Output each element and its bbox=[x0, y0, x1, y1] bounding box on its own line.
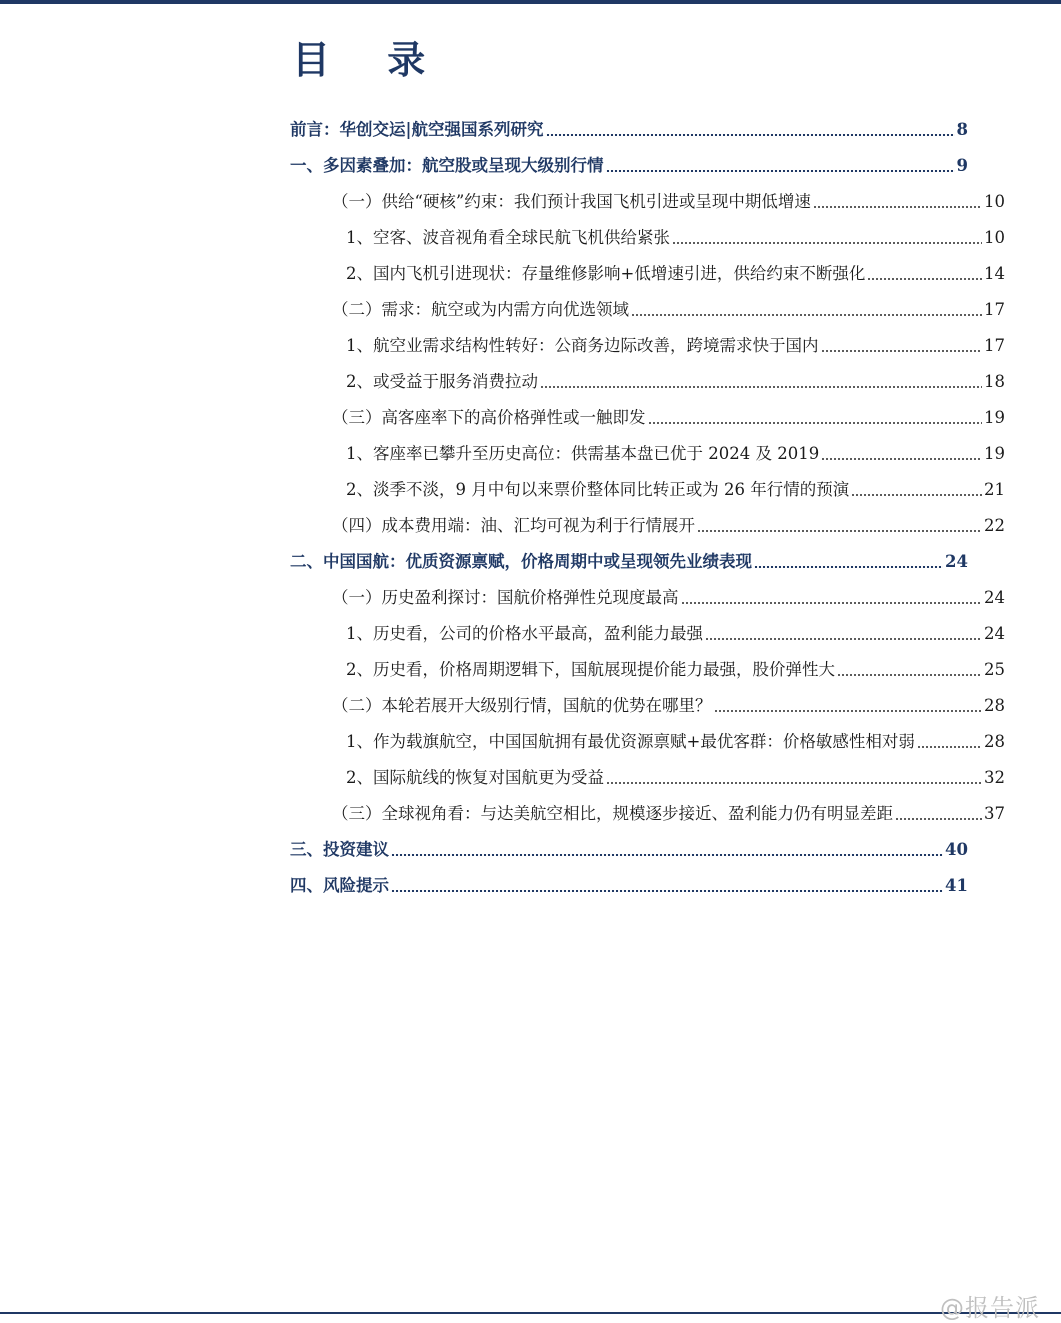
toc-page-number: 10 bbox=[984, 192, 1005, 211]
toc-entry-text: （二）本轮若展开大级别行情，国航的优势在哪里？ bbox=[332, 696, 712, 715]
toc-entry[interactable] bbox=[290, 148, 968, 184]
toc-page-number: 22 bbox=[984, 516, 1005, 535]
toc-entry[interactable] bbox=[290, 868, 968, 904]
toc-entry-text: （一）历史盈利探讨：国航价格弹性兑现度最高 bbox=[332, 588, 679, 607]
toc-page-number: 10 bbox=[984, 228, 1005, 247]
toc-dot-leader bbox=[540, 386, 982, 388]
toc-dot-leader bbox=[813, 206, 982, 208]
toc-dot-leader bbox=[754, 566, 943, 568]
toc-page-number: 17 bbox=[984, 336, 1005, 355]
toc-entry[interactable] bbox=[290, 112, 968, 148]
toc-entry-text: 三、投资建议 bbox=[290, 840, 389, 859]
toc-entry-text: 2、国内飞机引进现状：存量维修影响+低增速引进，供给约束不断强化 bbox=[346, 264, 866, 283]
toc-page-number: 41 bbox=[945, 876, 968, 895]
toc-dot-leader bbox=[606, 782, 982, 784]
toc-entry-text: （四）成本费用端：油、汇均可视为利于行情展开 bbox=[332, 516, 695, 535]
toc-entry[interactable] bbox=[346, 652, 1005, 688]
toc-entry[interactable] bbox=[332, 508, 1005, 544]
toc-page-number: 28 bbox=[984, 696, 1005, 715]
toc-page-number: 19 bbox=[984, 444, 1005, 463]
toc-entry[interactable] bbox=[290, 544, 968, 580]
toc-page-number: 14 bbox=[984, 264, 1005, 283]
toc-entry[interactable] bbox=[290, 832, 968, 868]
toc-entry-text: 一、多因素叠加：航空股或呈现大级别行情 bbox=[290, 156, 604, 175]
toc-dot-leader bbox=[606, 170, 955, 172]
toc-entry[interactable] bbox=[346, 328, 1005, 364]
toc-entry-text: （三）全球视角看：与达美航空相比，规模逐步接近、盈利能力仍有明显差距 bbox=[332, 804, 893, 823]
toc-dot-leader bbox=[837, 674, 982, 676]
toc-entry-text: 四、风险提示 bbox=[290, 876, 389, 895]
toc-page-number: 25 bbox=[984, 660, 1005, 679]
toc-page-number: 19 bbox=[984, 408, 1005, 427]
toc-page-number: 18 bbox=[984, 372, 1005, 391]
toc-entry[interactable] bbox=[346, 256, 1005, 292]
toc-entry[interactable] bbox=[332, 292, 1005, 328]
toc-dot-leader bbox=[821, 350, 983, 352]
toc-page-number: 40 bbox=[945, 840, 968, 859]
toc-entry[interactable] bbox=[346, 472, 1005, 508]
toc-dot-leader bbox=[672, 242, 982, 244]
toc-entry[interactable] bbox=[332, 580, 1005, 616]
toc-dot-leader bbox=[546, 134, 955, 136]
toc-dot-leader bbox=[631, 314, 982, 316]
toc-dot-leader bbox=[391, 890, 943, 892]
toc-entry-text: 二、中国国航：优质资源禀赋，价格周期中或呈现领先业绩表现 bbox=[290, 552, 752, 571]
toc-entry-text: 2、淡季不淡，9 月中旬以来票价整体同比转正或为 26 年行情的预演 bbox=[346, 480, 850, 499]
toc-dot-leader bbox=[705, 638, 982, 640]
toc-entry[interactable] bbox=[346, 724, 1005, 760]
toc-entry-text: 1、空客、波音视角看全球民航飞机供给紧张 bbox=[346, 228, 670, 247]
toc-entry-text: （三）高客座率下的高价格弹性或一触即发 bbox=[332, 408, 646, 427]
toc-entry-text: 1、客座率已攀升至历史高位：供需基本盘已优于 2024 及 2019 bbox=[346, 444, 820, 463]
toc-page-number: 28 bbox=[984, 732, 1005, 751]
toc-entry-text: 1、作为载旗航空，中国国航拥有最优资源禀赋+最优客群：价格敏感性相对弱 bbox=[346, 732, 915, 751]
toc-page-number: 37 bbox=[984, 804, 1005, 823]
toc-dot-leader bbox=[391, 854, 943, 856]
toc-entry[interactable] bbox=[332, 184, 1005, 220]
toc-entry[interactable] bbox=[346, 436, 1005, 472]
toc-entry-text: 1、历史看，公司的价格水平最高，盈利能力最强 bbox=[346, 624, 703, 643]
toc-entry-text: 2、国际航线的恢复对国航更为受益 bbox=[346, 768, 604, 787]
toc-page-number: 17 bbox=[984, 300, 1005, 319]
toc-entry-text: 2、历史看，价格周期逻辑下，国航展现提价能力最强，股价弹性大 bbox=[346, 660, 835, 679]
toc-title: 目 录 bbox=[292, 37, 448, 82]
toc-entry[interactable] bbox=[332, 796, 1005, 832]
toc-entry[interactable] bbox=[346, 616, 1005, 652]
toc-entry-text: 前言：华创交运|航空强国系列研究 bbox=[290, 120, 544, 139]
toc-entry[interactable] bbox=[346, 220, 1005, 256]
toc-dot-leader bbox=[821, 458, 982, 460]
toc-page-number: 21 bbox=[984, 480, 1005, 499]
toc-page-number: 24 bbox=[984, 588, 1005, 607]
toc-dot-leader bbox=[714, 710, 983, 712]
toc-dot-leader bbox=[895, 818, 982, 820]
toc-page-number: 24 bbox=[984, 624, 1005, 643]
toc-dot-leader bbox=[681, 602, 983, 604]
toc-entry-text: 1、航空业需求结构性转好：公商务边际改善，跨境需求快于国内 bbox=[346, 336, 819, 355]
toc-dot-leader bbox=[851, 494, 982, 496]
toc-entry-text: （一）供给“硬核”约束：我们预计我国飞机引进或呈现中期低增速 bbox=[332, 192, 811, 211]
toc-entry[interactable] bbox=[346, 760, 1005, 796]
toc-entry-text: 2、或受益于服务消费拉动 bbox=[346, 372, 538, 391]
toc-dot-leader bbox=[867, 278, 982, 280]
toc-dot-leader bbox=[697, 530, 982, 532]
watermark: @报告派 bbox=[940, 1294, 1040, 1322]
bottom-rule bbox=[0, 1312, 1061, 1314]
toc-page-number: 32 bbox=[984, 768, 1005, 787]
toc-dot-leader bbox=[917, 746, 982, 748]
toc-entry[interactable] bbox=[346, 364, 1005, 400]
toc-page-number: 9 bbox=[956, 156, 968, 175]
top-rule bbox=[0, 0, 1061, 4]
toc-page-number: 24 bbox=[945, 552, 968, 571]
toc-entry[interactable] bbox=[332, 400, 1005, 436]
toc-entry-text: （二）需求：航空或为内需方向优选领域 bbox=[332, 300, 629, 319]
toc-page-number: 8 bbox=[956, 120, 968, 139]
toc-dot-leader bbox=[648, 422, 983, 424]
toc-entry[interactable] bbox=[332, 688, 1005, 724]
